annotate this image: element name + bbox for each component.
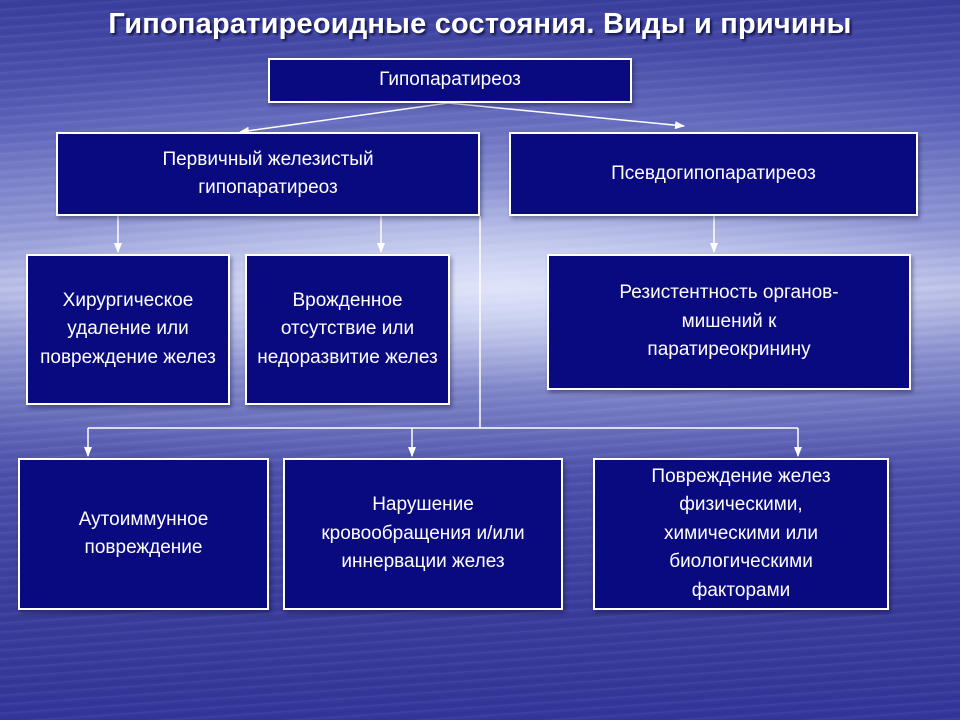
node-pseudo — [509, 132, 918, 216]
node-surgical — [26, 254, 230, 405]
node-congenital — [245, 254, 450, 405]
node-resistance-label: Резистентность органов-мишений к паратиреокринину — [619, 282, 839, 361]
node-resistance — [547, 254, 911, 390]
node-surgical-label: Хирургическое удаление или повреждение желез — [40, 289, 216, 368]
node-root — [268, 58, 632, 103]
node-pseudo-label: Псевдогипопаратиреоз — [611, 162, 816, 184]
edge-root-primary — [240, 103, 448, 132]
node-autoimmune-label: Аутоиммунное повреждение — [78, 508, 209, 558]
node-primary-label: Первичный железистый гипопаратиреоз — [162, 148, 374, 198]
node-congenital-label: Врожденное отсутствие или недоразвитие желез — [257, 289, 438, 368]
node-root-label: Гипопаратиреоз — [379, 69, 521, 91]
node-circulation — [283, 458, 563, 610]
edge-root-pseudo — [448, 103, 684, 126]
slide-title: Гипопаратиреоидные состояния. Виды и причины — [108, 8, 852, 40]
node-damage-label: Повреждение желез физическими, химическими или биологическими факторами — [651, 465, 831, 601]
node-circulation-label: Нарушение кровообращения и/или иннервации желез — [321, 494, 525, 573]
node-primary — [56, 132, 480, 216]
node-damage — [593, 458, 889, 610]
node-autoimmune — [18, 458, 269, 610]
